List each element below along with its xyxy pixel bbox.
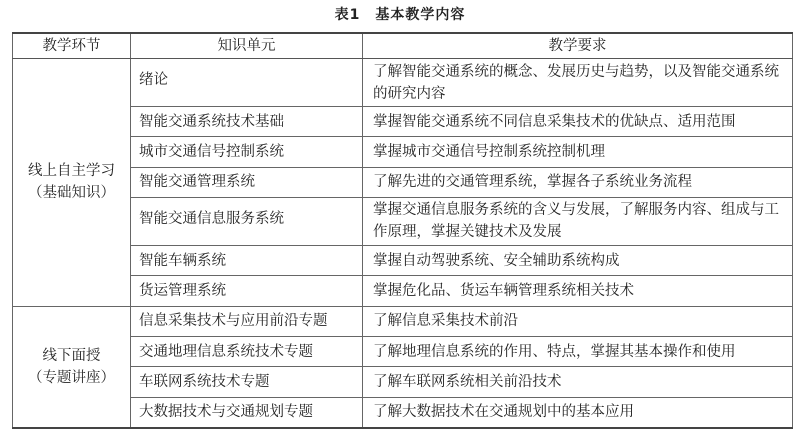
table-caption: 表1 基本教学内容 [334,7,466,23]
stage-sublabel: （专题讲座） [28,369,115,386]
requirement-cell: 掌握城市交通信号控制系统控制机理 [363,137,793,167]
requirement-cell: 了解车联网系统相关前沿技术 [363,367,793,397]
header-unit: 知识单元 [131,33,363,59]
teaching-content-table [12,32,793,429]
table-row [13,59,793,107]
requirement-cell: 了解大数据技术在交通规划中的基本应用 [363,397,793,428]
unit-cell: 智能交通信息服务系统 [131,197,363,245]
unit-cell: 城市交通信号控制系统 [131,137,363,167]
stage-sublabel: （基础知识） [28,185,115,202]
requirement-cell: 掌握智能交通系统不同信息采集技术的优缺点、适用范围 [363,107,793,137]
stage-label: 线下面授 [42,347,101,364]
unit-cell: 信息采集技术与应用前沿专题 [131,306,363,336]
stage-label: 线上自主学习 [28,163,115,180]
unit-cell: 大数据技术与交通规划专题 [131,397,363,428]
stage-cell-offline [13,306,131,428]
header-requirement: 教学要求 [363,33,793,59]
unit-cell: 智能车辆系统 [131,245,363,275]
table-header-row [13,33,793,59]
requirement-cell: 了解信息采集技术前沿 [363,306,793,336]
requirement-cell: 掌握交通信息服务系统的含义与发展，了解服务内容、组成与工作原理，掌握关键技术及发展 [363,197,793,245]
requirement-cell: 了解地理信息系统的作用、特点，掌握其基本操作和使用 [363,336,793,366]
table-row [13,306,793,336]
unit-cell: 车联网系统技术专题 [131,367,363,397]
requirement-cell: 了解先进的交通管理系统，掌握各子系统业务流程 [363,167,793,197]
stage-cell-online [13,59,131,307]
unit-cell: 绪论 [131,59,363,107]
requirement-cell: 了解智能交通系统的概念、发展历史与趋势，以及智能交通系统的研究内容 [363,59,793,107]
unit-cell: 交通地理信息系统技术专题 [131,336,363,366]
unit-cell: 货运管理系统 [131,276,363,306]
unit-cell: 智能交通系统技术基础 [131,107,363,137]
requirement-cell: 掌握危化品、货运车辆管理系统相关技术 [363,276,793,306]
header-stage: 教学环节 [13,33,131,59]
unit-cell: 智能交通管理系统 [131,167,363,197]
requirement-cell: 掌握自动驾驶系统、安全辅助系统构成 [363,245,793,275]
